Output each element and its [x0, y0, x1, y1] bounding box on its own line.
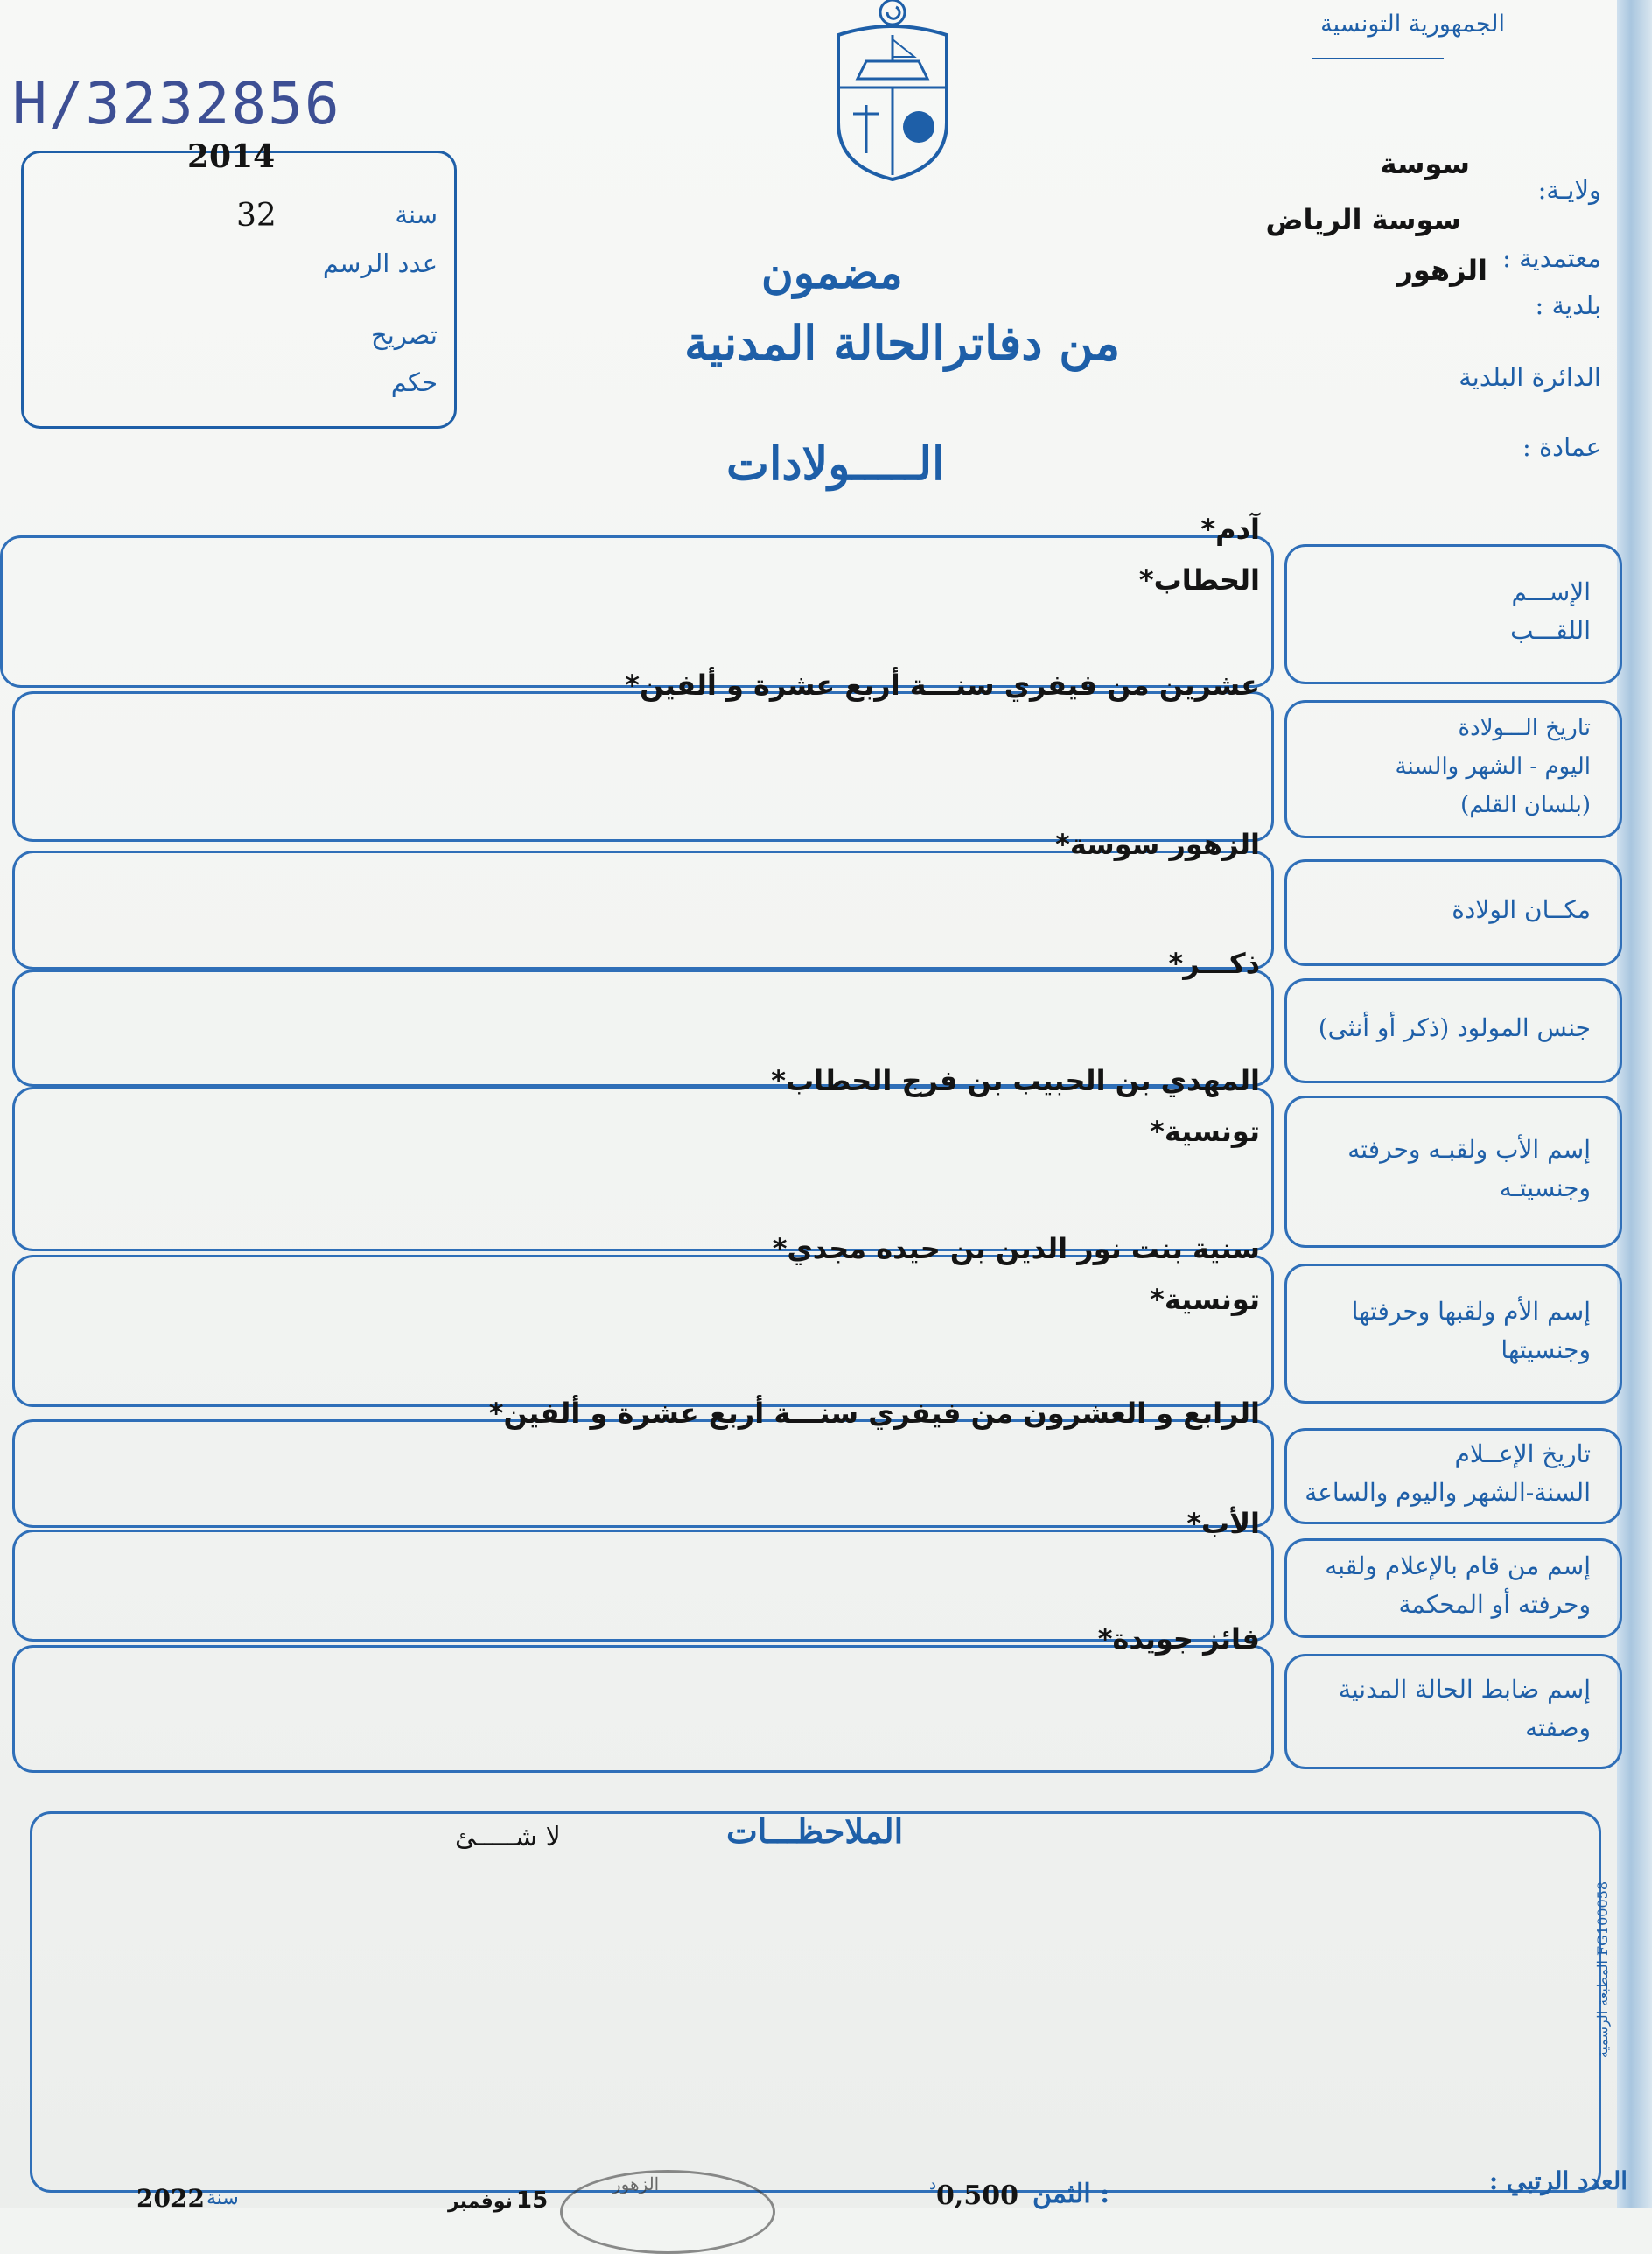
- printer-note: المطبعة الرسمية FG100058: [1594, 1881, 1611, 2059]
- field-value-box: [12, 1087, 1274, 1251]
- field-value: فائز جويدة*: [1097, 1622, 1260, 1656]
- municipality-value: الزهور: [1396, 254, 1488, 287]
- date-day: 15: [516, 2188, 549, 2214]
- governorate-label: ولايـة:: [1537, 175, 1601, 205]
- field-label: إسم ضابط الحالة المدنية: [1338, 1675, 1591, 1704]
- field-label: اليوم - الشهر والسنة: [1395, 753, 1591, 780]
- municipal-stamp: [560, 2170, 775, 2254]
- field-value-box: [12, 1255, 1274, 1407]
- declaration-label: تصريح: [370, 320, 438, 350]
- delegation-label: معتمدية :: [1502, 243, 1601, 273]
- field-label: تاريخ الإعــلام: [1454, 1439, 1591, 1468]
- field-value: المهدي بن الحبيب بن فرج الحطاب*: [771, 1064, 1260, 1097]
- coat-of-arms-icon: [831, 0, 954, 184]
- field-label: وصفته: [1525, 1713, 1591, 1742]
- field-value-box: [12, 1419, 1274, 1528]
- stamp-text: الزهور: [612, 2174, 660, 2194]
- field-value: الرابع و العشرون من فيفري سنـــة أربع عشرة و ألفين*: [488, 1396, 1260, 1430]
- field-value-box: [12, 1530, 1274, 1642]
- governorate-value: سوسة: [1380, 147, 1470, 180]
- date-year-label: سنة: [206, 2188, 239, 2209]
- field-value: عشرين من فيفري سنـــة أربع عشرة و ألفين*: [625, 668, 1260, 702]
- date-month: نوفمبر: [448, 2191, 513, 2213]
- district-label: الدائرة البلدية: [1459, 362, 1601, 392]
- sector-label: عمادة :: [1522, 432, 1601, 462]
- republic-header: الجمهورية التونسية: [1320, 10, 1505, 38]
- price-label: الثمن :: [1032, 2179, 1110, 2209]
- field-value: الأب*: [1186, 1507, 1260, 1540]
- field-value: تونسية*: [1150, 1115, 1260, 1148]
- field-value-box: [12, 1645, 1274, 1773]
- title-births: الـــــولادات: [726, 438, 945, 491]
- title-from-registers: من دفاترالحالة المدنية: [684, 315, 1121, 371]
- field-value-box: [12, 850, 1274, 970]
- field-value: الزهور سوسة*: [1055, 828, 1260, 861]
- price-value: 0,500: [936, 2180, 1018, 2211]
- sequence-label: العدد الرتبي :: [1488, 2166, 1628, 2195]
- registration-year-label: سنة: [395, 200, 438, 229]
- field-label: إسم الأم ولقبها وحرفتها: [1351, 1297, 1591, 1326]
- field-label: (بلسان القلم): [1460, 792, 1591, 818]
- field-value: تونسية*: [1150, 1283, 1260, 1316]
- field-value: ذكـــر*: [1168, 947, 1260, 980]
- judgment-label: حكم: [390, 368, 438, 397]
- serial-number: H/3232856: [12, 70, 341, 137]
- field-label: وجنسيتـه: [1499, 1173, 1591, 1202]
- field-label: مكــان الولادة: [1452, 895, 1591, 924]
- date-year: 2022: [136, 2184, 205, 2213]
- title-extract: مضمون: [761, 247, 903, 298]
- field-value: آدم*: [1200, 513, 1260, 546]
- delegation-value: سوسة الرياض: [1265, 203, 1461, 236]
- remarks-value: لا شـــــئ: [455, 1822, 561, 1852]
- field-label: وجنسيتها: [1501, 1335, 1591, 1364]
- field-value-box: [12, 691, 1274, 842]
- registration-year-value: 2014: [187, 138, 276, 175]
- field-value-box: [0, 536, 1274, 688]
- header-divider: [1312, 58, 1444, 60]
- registration-number-label: عدد الرسم: [322, 248, 438, 278]
- price-unit: د: [929, 2175, 937, 2194]
- field-value: الحطاب*: [1138, 564, 1260, 597]
- page-edge: [1617, 0, 1652, 2208]
- field-value: سنية بنت نور الدين بن حيده مجدي*: [772, 1232, 1260, 1265]
- registration-number-value: 32: [236, 198, 276, 234]
- field-label: السنة-الشهر واليوم والساعة: [1305, 1478, 1591, 1507]
- field-label: إسم من قام بالإعلام ولقبه: [1325, 1551, 1591, 1580]
- field-label: وحرفته أو المحكمة: [1398, 1590, 1591, 1619]
- municipality-label: بلدية :: [1535, 290, 1601, 320]
- field-label: جنس المولود (ذكر أو أنثى): [1318, 1013, 1591, 1042]
- field-label: إسم الأب ولقبـه وحرفته: [1348, 1135, 1591, 1164]
- remarks-label: الملاحظـــات: [726, 1811, 904, 1851]
- field-label: اللقـــب: [1510, 616, 1591, 645]
- field-label: الإســـم: [1511, 578, 1591, 606]
- remarks-box: [30, 1811, 1601, 2193]
- field-label: تاريخ الـــولادة: [1458, 715, 1591, 741]
